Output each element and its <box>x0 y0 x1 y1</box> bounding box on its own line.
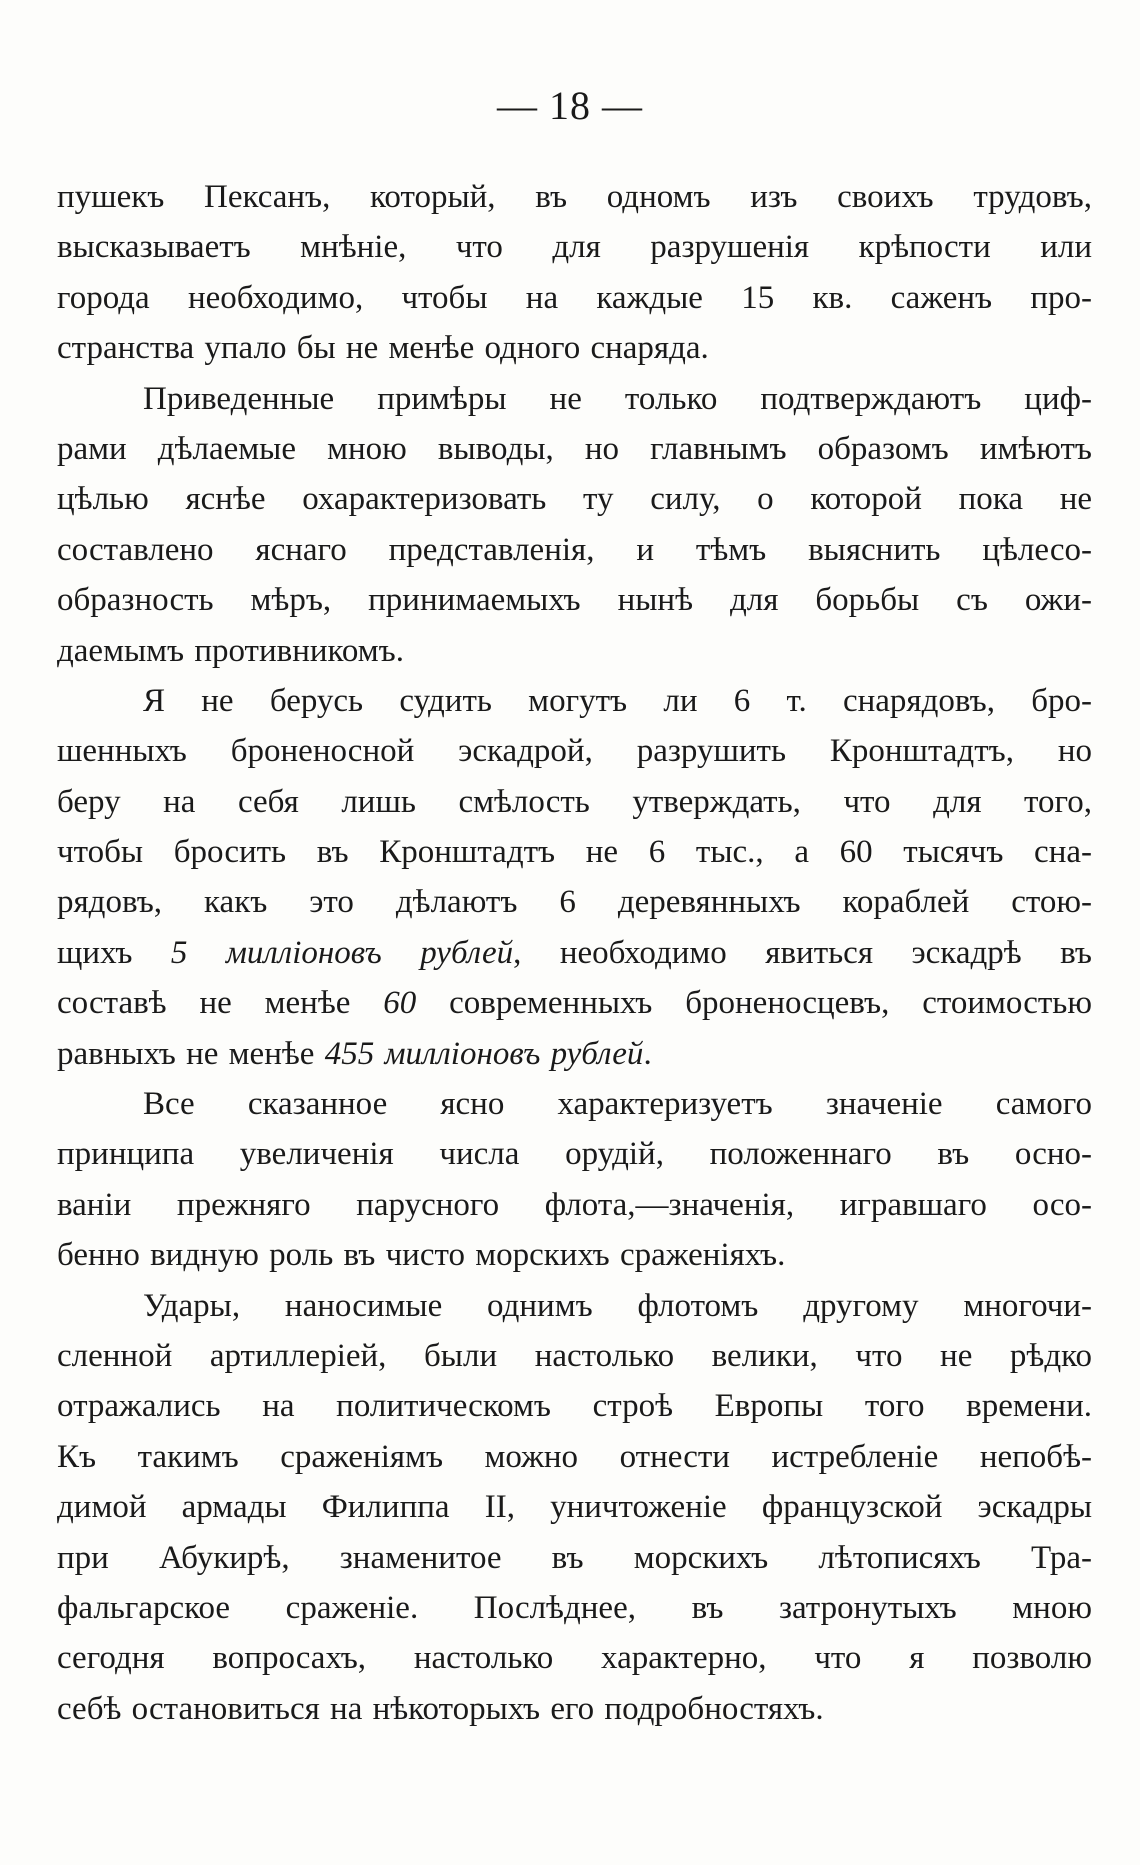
text-segment: высказываетъ мнѣніе, что для разрушенія крѣпости или <box>57 229 1092 266</box>
text-segment: бенно видную роль въ чисто морскихъ сраженіяхъ. <box>57 1237 786 1274</box>
text-segment: Все сказанное ясно характеризуетъ значеніе самого <box>143 1086 1092 1123</box>
text-segment: . <box>643 1035 652 1072</box>
text-line <box>57 1381 1092 1431</box>
text-line <box>57 273 1092 323</box>
text-line <box>57 575 1092 625</box>
text-line <box>57 525 1092 575</box>
text-line <box>57 424 1092 474</box>
text-line <box>57 1079 1092 1129</box>
text-line <box>57 777 1092 827</box>
text-segment: цѣлью яснѣе охарактеризовать ту силу, о которой пока не <box>57 481 1092 518</box>
text-line <box>57 676 1092 726</box>
text-segment: принципа увеличенія числа орудій, положеннаго въ осно- <box>57 1136 1092 1173</box>
text-segment: сленной артиллеріей, были настолько велики, что не рѣдко <box>57 1337 1092 1374</box>
text-line <box>57 1432 1092 1482</box>
text-segment: современныхъ броненосцевъ, стоимостью <box>416 985 1092 1022</box>
text-segment: составѣ не менѣе <box>57 985 384 1022</box>
text-segment: Я не берусь судить могутъ ли 6 т. снарядовъ, бро- <box>143 682 1092 719</box>
text-line <box>57 323 1092 373</box>
text-segment: при Абукирѣ, знаменитое въ морскихъ лѣтописяхъ Тра- <box>57 1539 1092 1576</box>
italic-text: 5 милліоновъ рублей <box>170 934 514 971</box>
text-segment: сегодня вопросахъ, настолько характерно, что я позволю <box>57 1640 1092 1677</box>
body-text <box>57 172 1092 1734</box>
text-line <box>57 1230 1092 1280</box>
text-segment: беру на себя лишь смѣлость утверждать, что для того, <box>57 783 1092 820</box>
text-segment: странства упало бы не менѣе одного снаряда. <box>57 330 709 367</box>
text-line <box>57 1281 1092 1331</box>
text-line <box>57 626 1092 676</box>
text-line <box>57 374 1092 424</box>
text-segment: Приведенные примѣры не только подтверждаютъ циф- <box>143 380 1092 417</box>
text-line <box>57 1331 1092 1381</box>
text-line <box>57 1180 1092 1230</box>
text-line <box>57 1684 1092 1734</box>
paragraph <box>57 374 1092 676</box>
text-segment: фальгарское сраженіе. Послѣднее, въ затронутыхъ мною <box>57 1589 1092 1626</box>
text-segment: отражались на политическомъ строѣ Европы того времени. <box>57 1388 1092 1425</box>
text-segment: Удары, наносимые однимъ флотомъ другому многочи- <box>143 1287 1092 1324</box>
text-line <box>57 222 1092 272</box>
page-number: — 18 — <box>497 83 643 128</box>
paragraph <box>57 676 1092 1079</box>
paragraph <box>57 1281 1092 1735</box>
text-line <box>57 877 1092 927</box>
text-line <box>57 928 1092 978</box>
paragraph <box>57 172 1092 374</box>
paragraph <box>57 1079 1092 1281</box>
text-line <box>57 474 1092 524</box>
text-segment: города необходимо, чтобы на каждые 15 кв. саженъ про- <box>57 279 1092 316</box>
text-line <box>57 827 1092 877</box>
text-segment: рядовъ, какъ это дѣлаютъ 6 деревянныхъ кораблей стою- <box>57 884 1092 921</box>
text-line <box>57 1533 1092 1583</box>
text-line <box>57 1129 1092 1179</box>
text-segment: чтобы бросить въ Кронштадтъ не 6 тыс., а 60 тысячъ сна- <box>57 834 1092 871</box>
text-segment: рами дѣлаемые мною выводы, но главнымъ образомъ имѣютъ <box>57 430 1092 467</box>
text-segment: равныхъ не менѣе <box>57 1035 325 1072</box>
text-line <box>57 726 1092 776</box>
text-segment: образность мѣръ, принимаемыхъ нынѣ для борьбы съ ожи- <box>57 582 1092 619</box>
text-segment: себѣ остановиться на нѣкоторыхъ его подробностяхъ. <box>57 1690 824 1727</box>
text-segment: ваніи прежняго парусного флота,—значенія, игравшаго осо- <box>57 1186 1092 1223</box>
text-line <box>57 172 1092 222</box>
text-line <box>57 1029 1092 1079</box>
text-segment: составлено яснаго представленія, и тѣмъ выяснить цѣлесо- <box>57 531 1092 568</box>
text-line <box>57 978 1092 1028</box>
text-line <box>57 1633 1092 1683</box>
text-segment: пушекъ Пексанъ, который, въ одномъ изъ своихъ трудовъ, <box>57 179 1092 215</box>
text-segment: шенныхъ броненосной эскадрой, разрушить Кронштадтъ, но <box>57 733 1092 770</box>
italic-text: 455 милліоновъ рублей <box>324 1035 644 1072</box>
text-segment: щихъ <box>57 934 171 971</box>
text-segment: Къ такимъ сраженіямъ можно отнести истребленіе непобѣ- <box>57 1438 1092 1475</box>
text-segment: , необходимо явиться эскадрѣ въ <box>513 934 1092 971</box>
text-segment: даемымъ противникомъ. <box>57 632 404 669</box>
text-segment: димой армады Филиппа II, уничтоженіе французской эскадры <box>57 1489 1092 1526</box>
italic-text: 60 <box>383 985 417 1022</box>
text-line <box>57 1583 1092 1633</box>
text-line <box>57 1482 1092 1532</box>
